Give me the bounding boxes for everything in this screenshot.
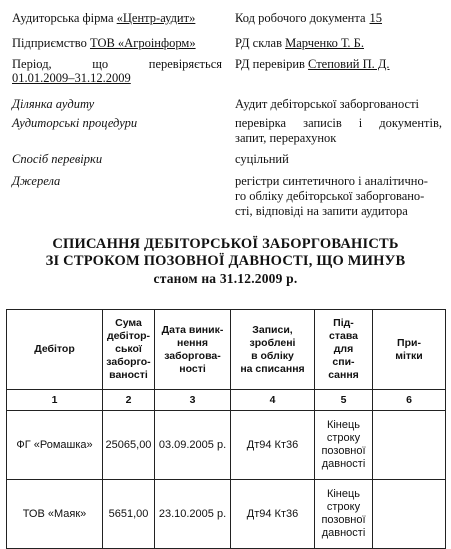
procedures-line-1: перевірка записів і документів, <box>235 116 442 130</box>
cell-line: ваності <box>109 369 148 381</box>
enterprise-line <box>12 36 196 51</box>
checked-by-line <box>235 57 390 72</box>
title-line-1: СПИСАННЯ ДЕБІТОРСЬКОЇ ЗАБОРГОВАНІСТЬ <box>52 236 399 252</box>
cell-notes <box>373 480 446 549</box>
cell-amount: 25065,00 <box>103 411 155 480</box>
cell-notes <box>373 411 446 480</box>
cell-line: строку <box>326 501 361 513</box>
cell-line: ської <box>115 343 142 355</box>
cell-line: давності <box>321 527 366 539</box>
cell-line: сання <box>328 369 359 381</box>
cell-line: позовної <box>321 514 366 526</box>
table-row <box>7 480 446 549</box>
sources-line-2: го обліку дебіторської заборговано- <box>235 189 425 203</box>
cell-debtor: ФГ «Ромашка» <box>7 411 103 480</box>
cell-entry: Дт94 Кт36 <box>231 411 315 480</box>
checked-by-label: РД перевірив <box>235 57 305 71</box>
method-value: суцільний <box>235 152 289 166</box>
firm-label: Аудиторська фірма <box>12 11 114 25</box>
col-number: 5 <box>315 390 373 411</box>
col-number: 2 <box>103 390 155 411</box>
cell-line: зроблені <box>249 336 296 349</box>
compiled-by-line <box>235 36 364 51</box>
col-header-notes <box>373 310 446 390</box>
cell-line: на списання <box>240 362 305 375</box>
col-header-basis <box>315 310 373 390</box>
table-row <box>7 411 446 480</box>
cell-basis <box>315 480 373 549</box>
doc-code-label: Код робочого документа <box>235 11 366 25</box>
sources-line-1: регістри синтетичного і аналітично- <box>235 174 428 188</box>
col-header-debtor <box>7 310 103 390</box>
cell-line: Дебітор <box>34 343 75 355</box>
period-label: Період, що перевіряється <box>12 57 222 71</box>
cell-line: спи- <box>332 356 355 368</box>
cell-line: в обліку <box>251 349 294 362</box>
cell-line: Кінець <box>326 419 361 431</box>
procedures-line-2: запит, перерахунок <box>235 131 337 145</box>
sources-label: Джерела <box>12 174 61 188</box>
table-number-row <box>7 390 446 411</box>
compiled-by-label: РД склав <box>235 36 282 50</box>
cell-line: позовної <box>321 445 366 457</box>
cell-line: для <box>333 343 354 355</box>
cell-date: 23.10.2005 р. <box>155 480 231 549</box>
cell-line: давності <box>321 458 366 470</box>
audit-area-label: Ділянка аудиту <box>12 97 95 111</box>
col-number: 4 <box>231 390 315 411</box>
firm-line <box>12 11 195 26</box>
col-header-amount <box>103 310 155 390</box>
cell-entry: Дт94 Кт36 <box>231 480 315 549</box>
cell-line: нення <box>177 336 208 349</box>
cell-line: Дата виник- <box>161 323 224 336</box>
enterprise-value: ТОВ «Агроінформ» <box>89 36 196 50</box>
enterprise-label: Підприємство <box>12 36 87 50</box>
cell-line: ності <box>179 362 206 375</box>
doc-code-line <box>235 11 388 26</box>
col-header-entry <box>231 310 315 390</box>
compiled-by-value: Марченко Т. Б. <box>285 36 364 50</box>
col-number: 6 <box>373 390 446 411</box>
cell-amount: 5651,00 <box>103 480 155 549</box>
sources-line-3: сті, відповіді на запити аудитора <box>235 204 408 218</box>
title-line-3: станом на 31.12.2009 р. <box>153 271 298 286</box>
title-line-2: ЗІ СТРОКОМ ПОЗОВНОЇ ДАВНОСТІ, ЩО МИНУВ <box>45 253 406 269</box>
cell-line: Сума <box>115 317 142 329</box>
firm-value: «Центр-аудит» <box>116 11 196 25</box>
cell-line: строку <box>326 432 361 444</box>
write-off-table <box>6 309 446 549</box>
cell-line: Кінець <box>326 488 361 500</box>
cell-debtor: ТОВ «Маяк» <box>7 480 103 549</box>
checked-by-value: Степовий П. Д. <box>308 57 390 71</box>
cell-line: става <box>329 330 358 342</box>
cell-line: заборго- <box>106 356 151 368</box>
cell-line: дебітор- <box>106 330 151 342</box>
col-number: 3 <box>155 390 231 411</box>
period-value: 01.01.2009–31.12.2009 <box>12 71 131 85</box>
cell-date: 03.09.2005 р. <box>155 411 231 480</box>
col-header-date <box>155 310 231 390</box>
cell-line: Під- <box>333 317 354 329</box>
cell-line: Записи, <box>252 323 293 336</box>
cell-line: При- <box>397 336 421 349</box>
cell-line: мітки <box>395 349 423 362</box>
cell-line: заборгова- <box>164 349 221 362</box>
procedures-label: Аудиторські процедури <box>12 116 138 130</box>
col-number: 1 <box>7 390 103 411</box>
table-header-row <box>7 310 446 390</box>
method-label: Спосіб перевірки <box>12 152 103 166</box>
audit-area-value: Аудит дебіторської заборгованості <box>235 97 420 111</box>
cell-basis <box>315 411 373 480</box>
doc-code-value: 15 <box>369 11 383 25</box>
